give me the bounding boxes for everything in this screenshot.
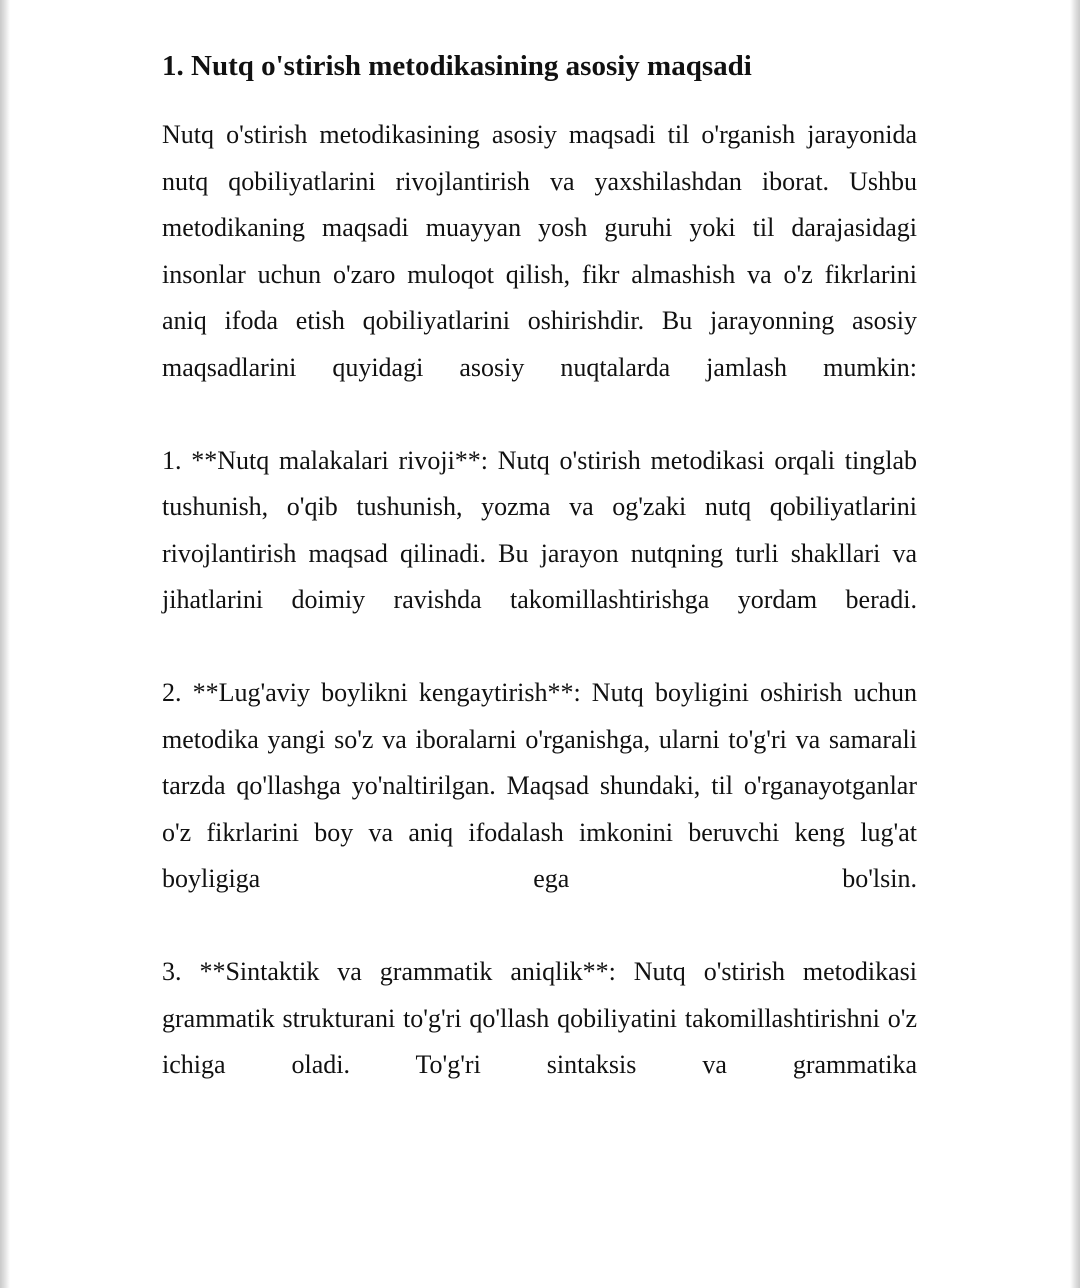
intro-paragraph: Nutq o'stirish metodikasining asosiy maqsadi til o'rganish jarayonida nutq qobiliyatlarini rivojlantirish va yaxshilashdan iborat. Ushbu metodikaning maqsadi muayyan yosh guruhi yoki til darajasidagi insonlar uchun o'zaro muloqot qilish, fikr almashish va o'z fikrlarini aniq ifoda etish qobiliyatlarini oshirishdir. Bu jarayonning asosiy maqsadlarini quyidagi asosiy nuqtalarda jamlash mumkin: [162, 120, 917, 382]
point-1-paragraph: 1. **Nutq malakalari rivoji**: Nutq o'stirish metodikasi orqali tinglab tushunish, o'qib tushunish, yozma va og'zaki nutq qobiliyatlarini rivojlantirish maqsad qilinadi. Bu jarayon nutqning turli shakllari va jihatlarini doimiy ravishda takomillashtirishga yordam beradi. [162, 445, 917, 614]
point-2-paragraph: 2. **Lug'aviy boylikni kengaytirish**: Nutq boyligini oshirish uchun metodika yangi so'z va iboralarni o'rganishga, ularni to'g'ri va samarali tarzda qo'llashga yo'naltirilgan. Maqsad shundaki, til o'rganayotganlar o'z fikrlarini boy va aniq ifodalash imkonini beruvchi keng lug'at boyligiga ega bo'lsin. [162, 678, 917, 893]
point-3-paragraph: 3. **Sintaktik va grammatik aniqlik**: Nutq o'stirish metodikasi grammatik strukturani to'g'ri qo'llash qobiliyatini takomillashtirishni o'z ichiga oladi. To'g'ri sintaksis va grammatika [162, 957, 917, 1079]
document-page [162, 44, 917, 1089]
page-edge-right [1070, 0, 1080, 1288]
page-edge-left [0, 0, 10, 1288]
section-heading: 1. Nutq o'stirish metodikasining asosiy maqsadi [162, 50, 752, 82]
